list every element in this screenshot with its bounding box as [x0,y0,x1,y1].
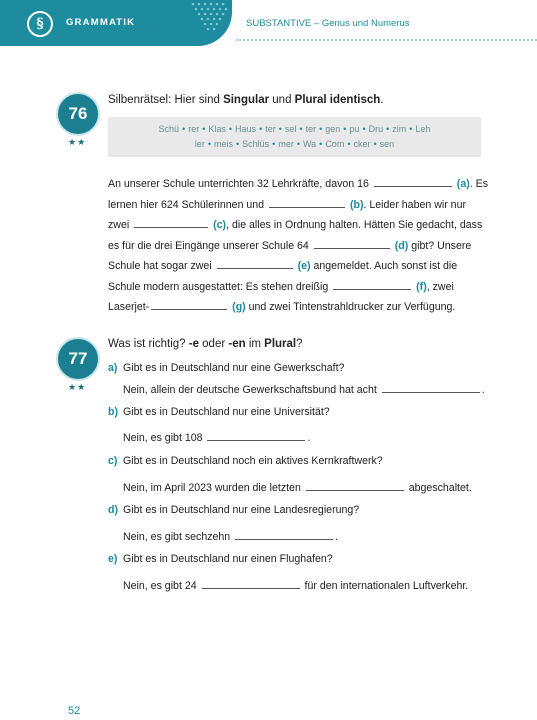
question-item: b) Gibt es in Deutschland nur eine Universität? [108,406,330,418]
page-number: 52 [68,705,81,717]
syllable: gen [325,124,341,134]
question-item: c) Gibt es in Deutschland noch ein aktives Kernkraftwerk? [108,455,383,467]
syllable: ler [194,139,205,149]
syllable-box [108,117,481,157]
syllable-separator: • [207,139,211,149]
syllable-separator: • [236,139,240,149]
question-item: a) Gibt es in Deutschland nur eine Gewerkschaft? [108,362,345,374]
difficulty-stars: ★★ [68,382,87,392]
syllable-separator: • [278,124,282,134]
blank-field-f[interactable] [333,279,411,290]
syllable-separator: • [386,124,390,134]
blank-label-d: (d) [394,239,409,252]
blank-field-d[interactable] [314,238,390,249]
exercise-number-badge: 76 [56,92,100,136]
syllable: Schlüs [242,139,270,149]
header-dotted-line [236,39,537,41]
blank-field-g[interactable] [151,299,227,310]
question-item: e) Gibt es in Deutschland nur einen Flughafen? [108,553,333,565]
answer-blank-d[interactable] [235,529,333,540]
dot-pattern-decoration [185,0,245,34]
blank-label-f: (f) [416,280,427,293]
blank-label-e: (e) [297,260,311,272]
syllable: ter [305,124,317,134]
syllable: meis [213,139,233,149]
syllable: Haus [235,124,257,134]
syllable: rer [188,124,200,134]
blank-label-b: (b) [349,198,364,211]
syllable-separator: • [259,124,263,134]
syllable-separator: • [272,139,276,149]
syllable: Com [325,139,345,149]
answer-line: Nein, es gibt sechzehn . [123,531,339,543]
blank-field-b[interactable] [269,197,345,208]
syllable-separator: • [319,139,323,149]
blank-field-e[interactable] [217,258,293,269]
syllable-separator: • [299,124,303,134]
difficulty-stars: ★★ [68,137,87,147]
answer-blank-a[interactable] [382,382,480,393]
syllable-separator: • [343,124,347,134]
syllable: mer [278,139,294,149]
syllable-separator: • [319,124,323,134]
syllable: zim [392,124,407,134]
answer-blank-b[interactable] [207,430,305,441]
syllable-separator: • [373,139,377,149]
answer-blank-e[interactable] [202,578,300,589]
syllable-line-1 [108,122,481,137]
blank-field-a[interactable] [374,176,452,187]
exercise-title: Was ist richtig? -e oder -en im Plural? [108,338,303,350]
answer-line: Nein, allein der deutsche Gewerkschaftsbund hat acht . [123,384,485,396]
syllable: Klas [208,124,226,134]
blank-label-g: (g) [232,301,246,313]
syllable-separator: • [362,124,366,134]
exercise-number-badge: 77 [56,337,100,381]
gap-text-paragraph: An unserer Schule unterrichten 32 Lehrkräfte, davon 16 (a). Es lernen hier 624 Schülerinnen und (b). Leider haben wir nur zwei (c), die alles in Ordnung halten. Hätten Sie gedacht, dass es für die drei Eingänge unserer Schule 64 (d) gibt? Unsere Schule hat sogar zwei (e) angemeldet. Auch sonst ist die Schule modern ausgestattet: Es stehen dreißig (f), zwei Laserjet- (g) und zwei Tintenstrahldrucker zur Verfügung. [108,178,488,313]
syllable: cker [353,139,371,149]
topic-title: SUBSTANTIVE – Genus und Numerus [246,18,410,29]
syllable-separator: • [296,139,300,149]
syllable-separator: • [409,124,413,134]
syllable-separator: • [182,124,186,134]
syllable-separator: • [202,124,206,134]
answer-line: Nein, im April 2023 wurden die letzten abgeschaltet. [123,482,472,494]
syllable-line-2 [108,137,481,152]
answer-line: Nein, es gibt 108 . [123,432,311,444]
section-label: GRAMMATIK [66,17,136,28]
syllable: Schü [158,124,180,134]
blank-label-a: (a) [456,178,470,190]
syllable-separator: • [347,139,351,149]
syllable: pu [349,124,360,134]
syllable: Wa [302,139,317,149]
blank-field-c[interactable] [134,217,208,228]
question-item: d) Gibt es in Deutschland nur eine Landesregierung? [108,504,360,516]
answer-blank-c[interactable] [306,480,404,491]
blank-label-c: (c) [213,219,227,231]
syllable: Dru [368,124,384,134]
exercise-title: Silbenrätsel: Hier sind Singular und Plural identisch. [108,94,384,106]
syllable: sen [379,139,395,149]
syllable-separator: • [228,124,233,134]
answer-line: Nein, es gibt 24 für den internationalen Luftverkehr. [123,580,469,592]
paragraph-logo-icon: § [27,11,53,37]
syllable: sel [284,124,297,134]
syllable: ter [265,124,276,134]
syllable: Leh [415,124,431,134]
